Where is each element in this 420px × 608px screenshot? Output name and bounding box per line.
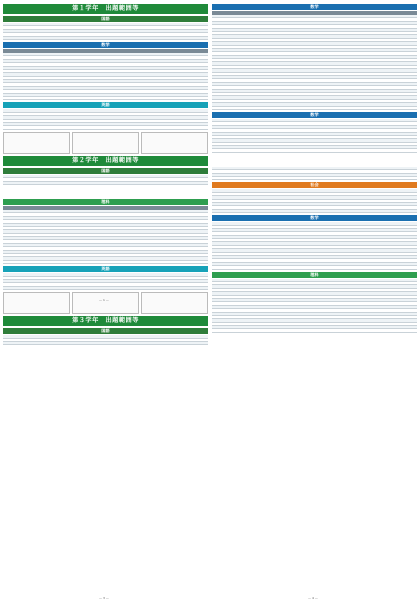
sugaku3-header: 数学 bbox=[212, 215, 417, 221]
grade1-title: 第１学年 出題範囲等 bbox=[3, 4, 208, 14]
sugaku3-table bbox=[212, 222, 417, 269]
kokugo2-notes bbox=[3, 175, 208, 185]
eigo-table bbox=[3, 109, 208, 129]
kokugo3-table bbox=[3, 335, 208, 345]
grade3-title: 第３学年 出題範囲等 bbox=[3, 316, 208, 326]
eigo-header: 英語 bbox=[3, 102, 208, 108]
sugaku-table bbox=[212, 15, 417, 110]
eigo2-table bbox=[3, 273, 208, 290]
kokugo2-header: 国語 bbox=[3, 168, 208, 174]
page-number: — 3 — bbox=[99, 596, 109, 600]
eigo-blocks bbox=[3, 132, 208, 154]
rika2-table bbox=[3, 210, 208, 264]
grade2-title: 第２学年 出題範囲等 bbox=[3, 156, 208, 166]
rika2-header: 理科 bbox=[3, 199, 208, 205]
rika-header: 理科 bbox=[212, 272, 417, 278]
sugaku2-header: 数学 bbox=[212, 112, 417, 118]
kokugo-notes bbox=[3, 23, 208, 40]
page-number bbox=[308, 298, 318, 605]
sugaku-header: 数学 bbox=[3, 42, 208, 48]
left-column bbox=[3, 2, 208, 606]
sugaku-header: 数学 bbox=[212, 4, 417, 10]
right-column bbox=[212, 2, 417, 606]
shakai-header: 社会 bbox=[212, 182, 417, 188]
page-number: — 1 — bbox=[99, 298, 109, 302]
rika-table bbox=[212, 279, 417, 333]
page-number: — 4 — bbox=[308, 596, 318, 600]
sugaku-table bbox=[3, 53, 208, 100]
misc-table bbox=[212, 167, 417, 181]
sugaku2-table bbox=[212, 119, 417, 153]
kokugo3-header: 国語 bbox=[3, 328, 208, 334]
shakai-table bbox=[212, 189, 417, 213]
eigo2-header: 英語 bbox=[3, 266, 208, 272]
kokugo-header: 国語 bbox=[3, 16, 208, 22]
